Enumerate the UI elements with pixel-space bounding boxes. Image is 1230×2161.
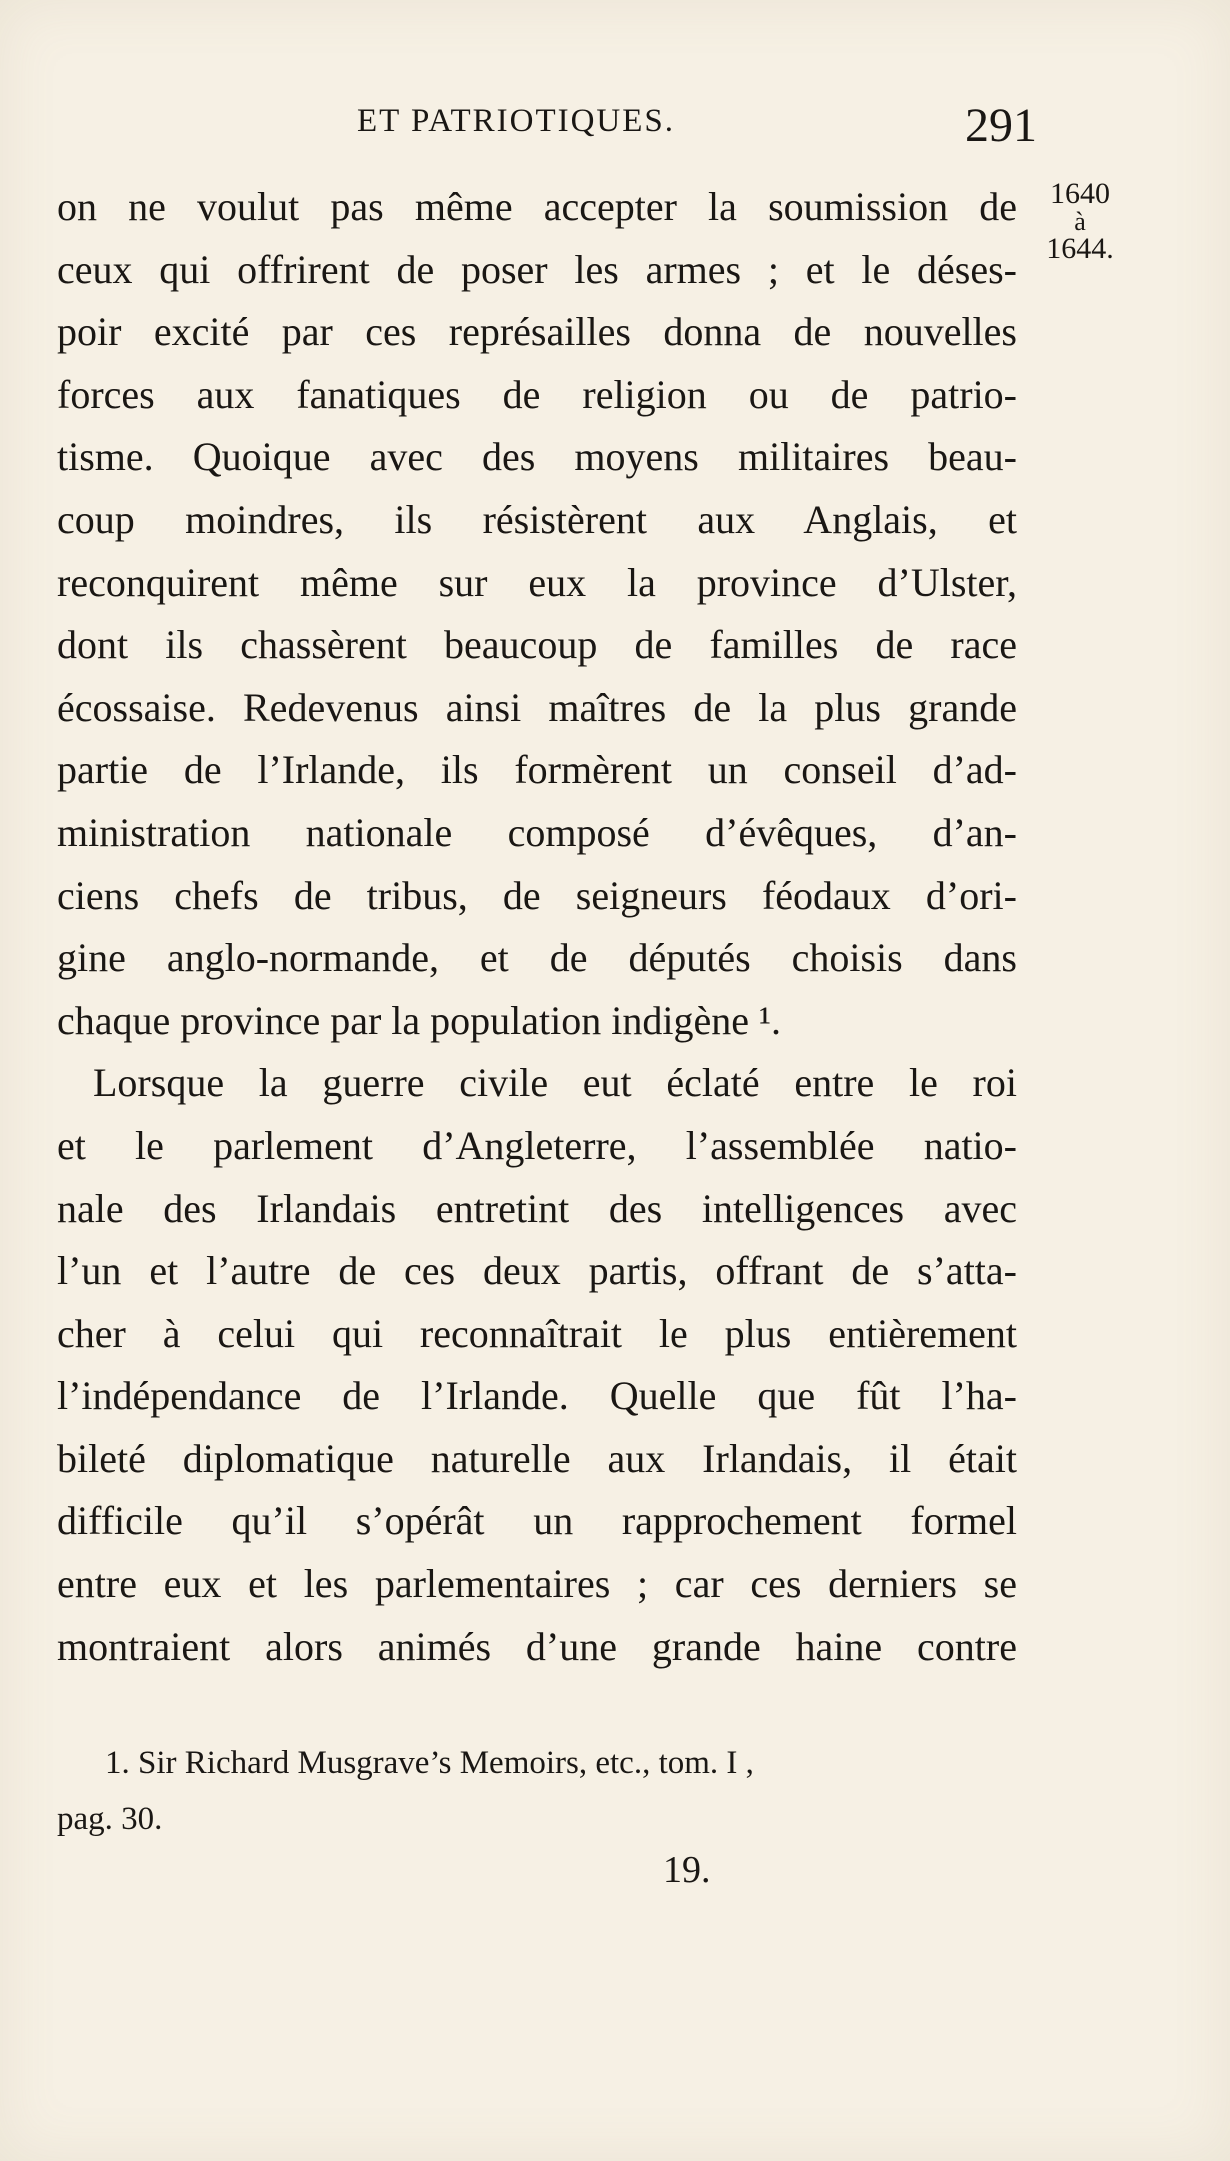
text-line: reconquirent même sur eux la province d’Ulster, (57, 559, 1017, 605)
text-line: on ne voulut pas même accepter la soumission de (57, 184, 1017, 229)
footnote (57, 1735, 1017, 1847)
running-head: ET PATRIOTIQUES. (357, 103, 676, 139)
text-line: Lorsque la guerre civile eut éclaté entre le roi (93, 1060, 1017, 1106)
text-line: coup moindres, ils résistèrent aux Anglais, et (57, 496, 1017, 542)
text-line: bileté diplomatique naturelle aux Irlandais, il était (57, 1435, 1017, 1481)
margin-date-note (1030, 178, 1130, 264)
text-line: tisme. Quoique avec des moyens militaires beau- (57, 434, 1017, 480)
page-number: 291 (965, 99, 1037, 152)
text-line: montraient alors animés d’une grande haine contre (57, 1623, 1017, 1669)
footnote-line: 1. Sir Richard Musgrave’s Memoirs, etc., tom. I , (105, 1745, 754, 1781)
margin-date-end: 1644. (1046, 231, 1114, 265)
text-line: écossaise. Redevenus ainsi maîtres de la plus grande (57, 684, 1017, 730)
text-line: gine anglo-normande, et de députés choisis dans (57, 935, 1017, 981)
text-line: ministration nationale composé d’évêques, d’an- (57, 809, 1017, 855)
footnote-line: pag. 30. (57, 1801, 163, 1837)
text-line: entre eux et les parlementaires ; car ces derniers se (57, 1561, 1017, 1607)
text-line: nale des Irlandais entretint des intelligences avec (57, 1185, 1017, 1231)
text-line: dont ils chassèrent beaucoup de familles de race (57, 622, 1017, 668)
text-line: et le parlement d’Angleterre, l’assemblée natio- (57, 1122, 1017, 1168)
text-line: difficile qu’il s’opérât un rapprochement formel (57, 1498, 1017, 1544)
margin-date-connector: à (1074, 206, 1086, 236)
text-line: cher à celui qui reconnaîtrait le plus entièrement (57, 1310, 1017, 1356)
text-line: forces aux fanatiques de religion ou de patrio- (57, 371, 1017, 417)
text-line: l’un et l’autre de ces deux partis, offrant de s’atta- (57, 1248, 1017, 1294)
text-line: ciens chefs de tribus, de seigneurs féodaux d’ori- (57, 872, 1017, 918)
body-text (57, 176, 1017, 1678)
signature-mark: 19. (663, 1849, 711, 1891)
text-line: chaque province par la population indigène ¹. (57, 997, 781, 1043)
text-line: poir excité par ces représailles donna de nouvelles (57, 309, 1017, 355)
text-line: partie de l’Irlande, ils formèrent un conseil d’ad- (57, 747, 1017, 793)
text-line: l’indépendance de l’Irlande. Quelle que fût l’ha- (57, 1373, 1017, 1419)
margin-date-start: 1640 (1050, 177, 1110, 210)
text-line: ceux qui offrirent de poser les armes ; et le déses- (57, 246, 1017, 292)
